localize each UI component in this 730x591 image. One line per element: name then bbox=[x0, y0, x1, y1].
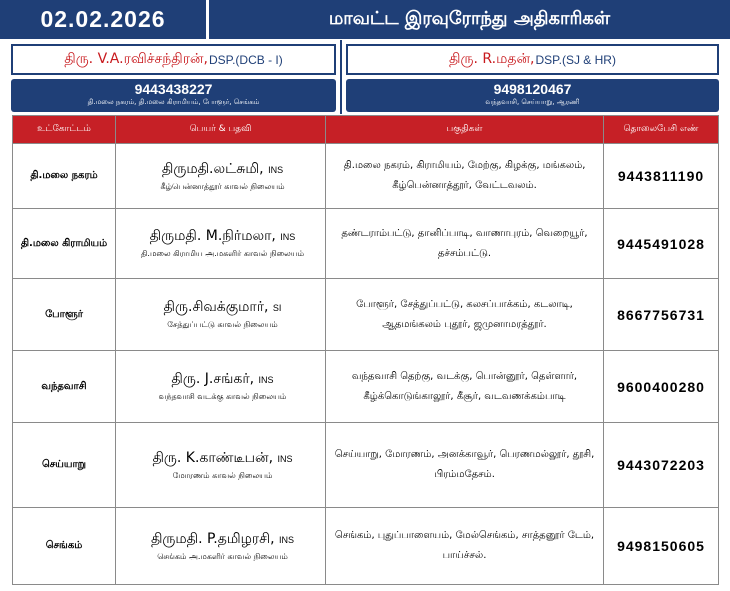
officer-rank: INS bbox=[258, 375, 274, 385]
areas-cell: தண்டராம்பட்டு, தானிப்பாடி, வாணாபுரம், வெறையூர், தச்சம்பட்டு. bbox=[326, 209, 604, 279]
phone-cell: 8667756731 bbox=[604, 279, 719, 351]
phone-cell: 9600400280 bbox=[604, 351, 719, 423]
phone-cell: 9443811190 bbox=[604, 144, 719, 209]
officer-name-line bbox=[120, 448, 325, 469]
officer-name-line bbox=[120, 159, 325, 180]
dsp-officer-phone: 9443438227 bbox=[134, 81, 213, 97]
officer-rank: SI bbox=[272, 303, 282, 313]
areas-cell: வந்தவாசி தெற்கு, வடக்கு, பொன்னூர், தெள்ளார், கீழ்க்கொடுங்காலூர், கீசூர், வடவணக்கம்பாடி bbox=[326, 351, 604, 423]
header-date: 02.02.2026 bbox=[40, 6, 166, 32]
officer-cell bbox=[116, 144, 326, 209]
dsp-officer-name: திரு. V.A.ரவிச்சந்திரன், bbox=[64, 50, 208, 67]
phone-cell: 9445491028 bbox=[604, 209, 719, 279]
phone-cell: 9443072203 bbox=[604, 423, 719, 508]
officer-name-line bbox=[120, 529, 325, 550]
column-header-subdivision: உட்கோட்டம் bbox=[13, 116, 116, 144]
patrol-table bbox=[12, 115, 719, 585]
areas-cell: போளூர், சேத்துப்பட்டு, கலசப்பாக்கம், கடலாடி, ஆதமங்கலம் புதூர், ஜமுனாமரத்தூர். bbox=[326, 279, 604, 351]
table-row bbox=[13, 351, 719, 423]
officer-rank: INS bbox=[280, 232, 296, 242]
officer-name-line bbox=[120, 226, 325, 247]
table-row bbox=[13, 279, 719, 351]
table-row bbox=[13, 144, 719, 209]
header-title: மாவட்ட இரவுரோந்து அதிகாரிகள் bbox=[328, 8, 611, 29]
officer-station: சேத்துப்பட்டு காவல் நிலையம் bbox=[167, 320, 278, 329]
dsp-officer-card-2 bbox=[346, 44, 719, 112]
officer-name-line bbox=[120, 297, 325, 318]
areas-cell: செங்கம், புதுப்பாளையம், மேல்செங்கம், சாத்தனூர் டேம், பாய்ச்சல். bbox=[326, 508, 604, 585]
officer-station: தி.மலை கிராமிய அ.மகளிர் காவல் நிலையம் bbox=[140, 249, 305, 258]
table-row bbox=[13, 508, 719, 585]
officer-station: கீழ்பென்னாத்தூர் காவல் நிலையம் bbox=[160, 181, 285, 191]
officer-name-line bbox=[120, 369, 325, 390]
officer-cell bbox=[116, 423, 326, 508]
subdivision-cell: போளூர் bbox=[13, 279, 116, 351]
officer-cell bbox=[116, 508, 326, 585]
dsp-officer-rank: DSP.(SJ & HR) bbox=[535, 52, 616, 67]
officer-rank: INS bbox=[279, 534, 295, 545]
header-bar bbox=[0, 0, 730, 39]
dsp-officer-phone-box bbox=[346, 79, 719, 112]
officer-station: மோரணம் காவல் நிலையம் bbox=[172, 470, 273, 480]
dsp-officer-card-1 bbox=[11, 44, 336, 112]
officer-cell bbox=[116, 209, 326, 279]
officer-name: திரு. J.சங்கர், bbox=[171, 371, 255, 387]
subdivision-cell: செய்யாறு bbox=[13, 423, 116, 508]
column-header-areas: பகுதிகள் bbox=[326, 116, 604, 144]
officer-rank: INS bbox=[277, 453, 293, 464]
areas-cell: செய்யாறு, மோரணம், அனக்காவூர், பெரணமல்லூர், தூசி, பிரம்மதேசம். bbox=[326, 423, 604, 508]
table-row bbox=[13, 423, 719, 508]
column-header-name: பெயர் & பதவி bbox=[116, 116, 326, 144]
dsp-officer-name-box bbox=[346, 44, 719, 75]
dsp-officer-name-box bbox=[11, 44, 336, 75]
officer-divider bbox=[340, 40, 342, 114]
phone-cell: 9498150605 bbox=[604, 508, 719, 585]
officer-station: செங்கம் அ.மகளிர் காவல் நிலையம் bbox=[157, 551, 288, 561]
table-row bbox=[13, 209, 719, 279]
dsp-officer-phone-box bbox=[11, 79, 336, 112]
officer-name: திருமதி. P.தமிழரசி, bbox=[150, 530, 275, 547]
dsp-officer-name: திரு. R.மதன், bbox=[449, 50, 535, 67]
subdivision-cell: செங்கம் bbox=[13, 508, 116, 585]
officer-name: திருமதி. M.நிர்மலா, bbox=[149, 228, 276, 244]
dsp-officer-area: தி.மலை நகரம், தி.மலை கிராமியம், போளூர், செங்கம் bbox=[87, 98, 260, 106]
dsp-officer-phone: 9498120467 bbox=[493, 81, 572, 97]
officer-rank: INS bbox=[268, 164, 284, 175]
column-header-phone: தொலைபேசி எண் bbox=[604, 116, 719, 144]
officer-name: திருமதி.லட்சுமி, bbox=[161, 160, 264, 177]
subdivision-cell: தி.மலை நகரம் bbox=[13, 144, 116, 209]
officer-cell bbox=[116, 351, 326, 423]
officer-cell bbox=[116, 279, 326, 351]
dsp-officer-area: வந்தவாசி, செய்யாறு, ஆரணி bbox=[485, 98, 580, 106]
table-header-row bbox=[13, 116, 719, 144]
officer-station: வந்தவாசி வடக்கு காவல் நிலையம் bbox=[158, 392, 287, 401]
subdivision-cell: தி.மலை கிராமியம் bbox=[13, 209, 116, 279]
dsp-officer-rank: DSP.(DCB - I) bbox=[208, 52, 283, 67]
areas-cell: தி.மலை நகரம், கிராமியம், மேற்கு, கிழக்கு, மங்கலம், கீழ்பென்னாத்தூர், வேட்டவலம். bbox=[326, 144, 604, 209]
officer-name: திரு.சிவக்குமார், bbox=[163, 299, 269, 315]
officer-name: திரு. K.காண்டீபன், bbox=[152, 449, 274, 466]
subdivision-cell: வந்தவாசி bbox=[13, 351, 116, 423]
